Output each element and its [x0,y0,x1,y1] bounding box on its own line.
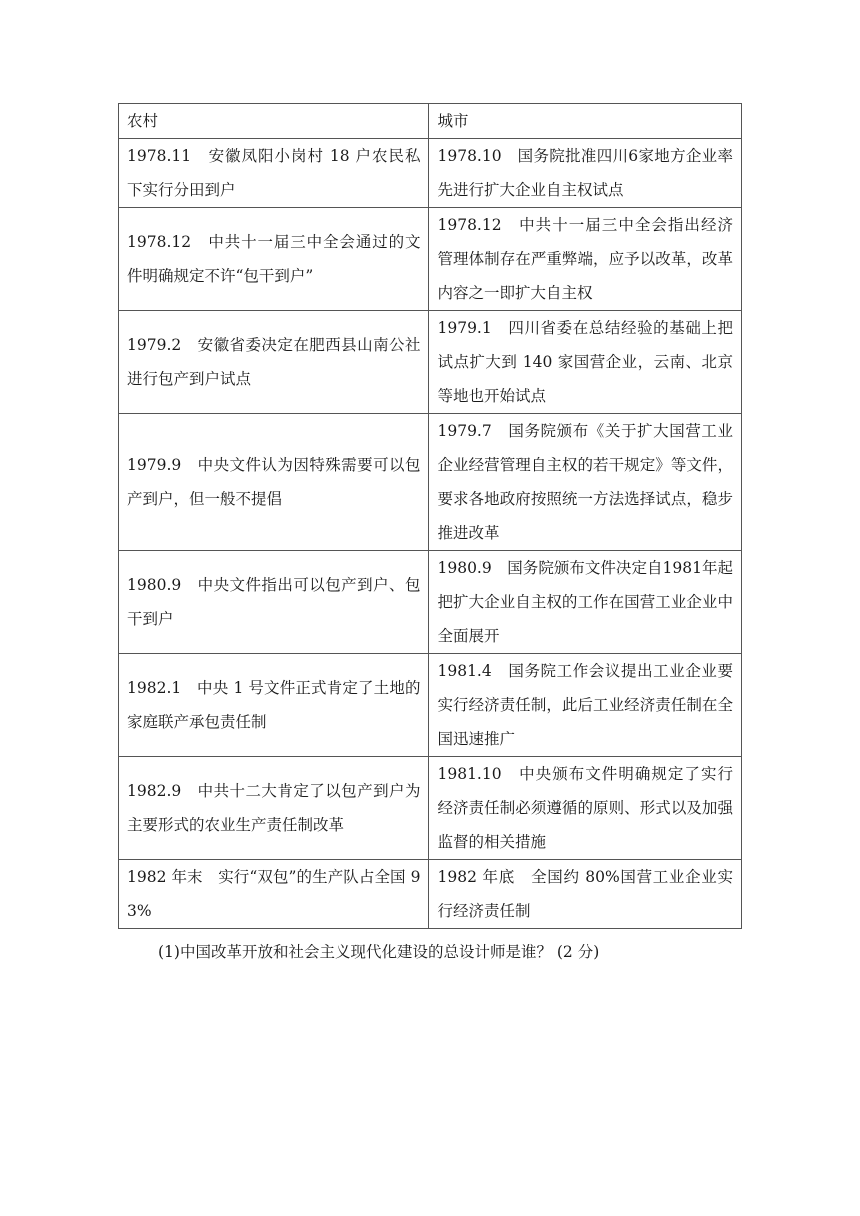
urban-cell: 1980.9 国务院颁布文件决定自1981年起把扩大企业自主权的工作在国营工业企业中全面展开 [429,551,742,654]
header-rural: 农村 [119,104,429,139]
urban-cell: 1978.12 中共十一届三中全会指出经济管理体制存在严重弊端，应予以改革，改革内容之一即扩大自主权 [429,208,742,311]
table-row [119,208,742,311]
table-row [119,139,742,208]
rural-cell: 1979.9 中央文件认为因特殊需要可以包产到户，但一般不提倡 [119,414,429,551]
rural-cell: 1979.2 安徽省委决定在肥西县山南公社进行包产到户试点 [119,311,429,414]
rural-cell: 1980.9 中央文件指出可以包产到户、包干到户 [119,551,429,654]
table-row [119,414,742,551]
table-row [119,654,742,757]
urban-cell: 1981.10 中央颁布文件明确规定了实行经济责任制必须遵循的原则、形式以及加强监督的相关措施 [429,757,742,860]
rural-cell: 1982.1 中央 1 号文件正式肯定了土地的家庭联产承包责任制 [119,654,429,757]
question-text: (1)中国改革开放和社会主义现代化建设的总设计师是谁？ (2 分) [158,943,600,961]
table-header-row [119,104,742,139]
urban-cell: 1978.10 国务院批准四川6家地方企业率先进行扩大企业自主权试点 [429,139,742,208]
rural-cell: 1982 年末 实行“双包”的生产队占全国 93% [119,860,429,929]
reform-comparison-table [118,103,742,929]
urban-cell: 1981.4 国务院工作会议提出工业企业要实行经济责任制，此后工业经济责任制在全国迅速推广 [429,654,742,757]
header-urban: 城市 [429,104,742,139]
table-row [119,311,742,414]
table-row [119,757,742,860]
table-row [119,551,742,654]
rural-cell: 1982.9 中共十二大肯定了以包产到户为主要形式的农业生产责任制改革 [119,757,429,860]
rural-cell: 1978.11 安徽凤阳小岗村 18 户农民私下实行分田到户 [119,139,429,208]
urban-cell: 1979.7 国务院颁布《关于扩大国营工业企业经营管理自主权的若干规定》等文件，要求各地政府按照统一方法选择试点，稳步推进改革 [429,414,742,551]
rural-cell: 1978.12 中共十一届三中全会通过的文件明确规定不许“包干到户” [119,208,429,311]
urban-cell: 1982 年底 全国约 80%国营工业企业实行经济责任制 [429,860,742,929]
urban-cell: 1979.1 四川省委在总结经验的基础上把试点扩大到 140 家国营企业，云南、北京等地也开始试点 [429,311,742,414]
table-row [119,860,742,929]
